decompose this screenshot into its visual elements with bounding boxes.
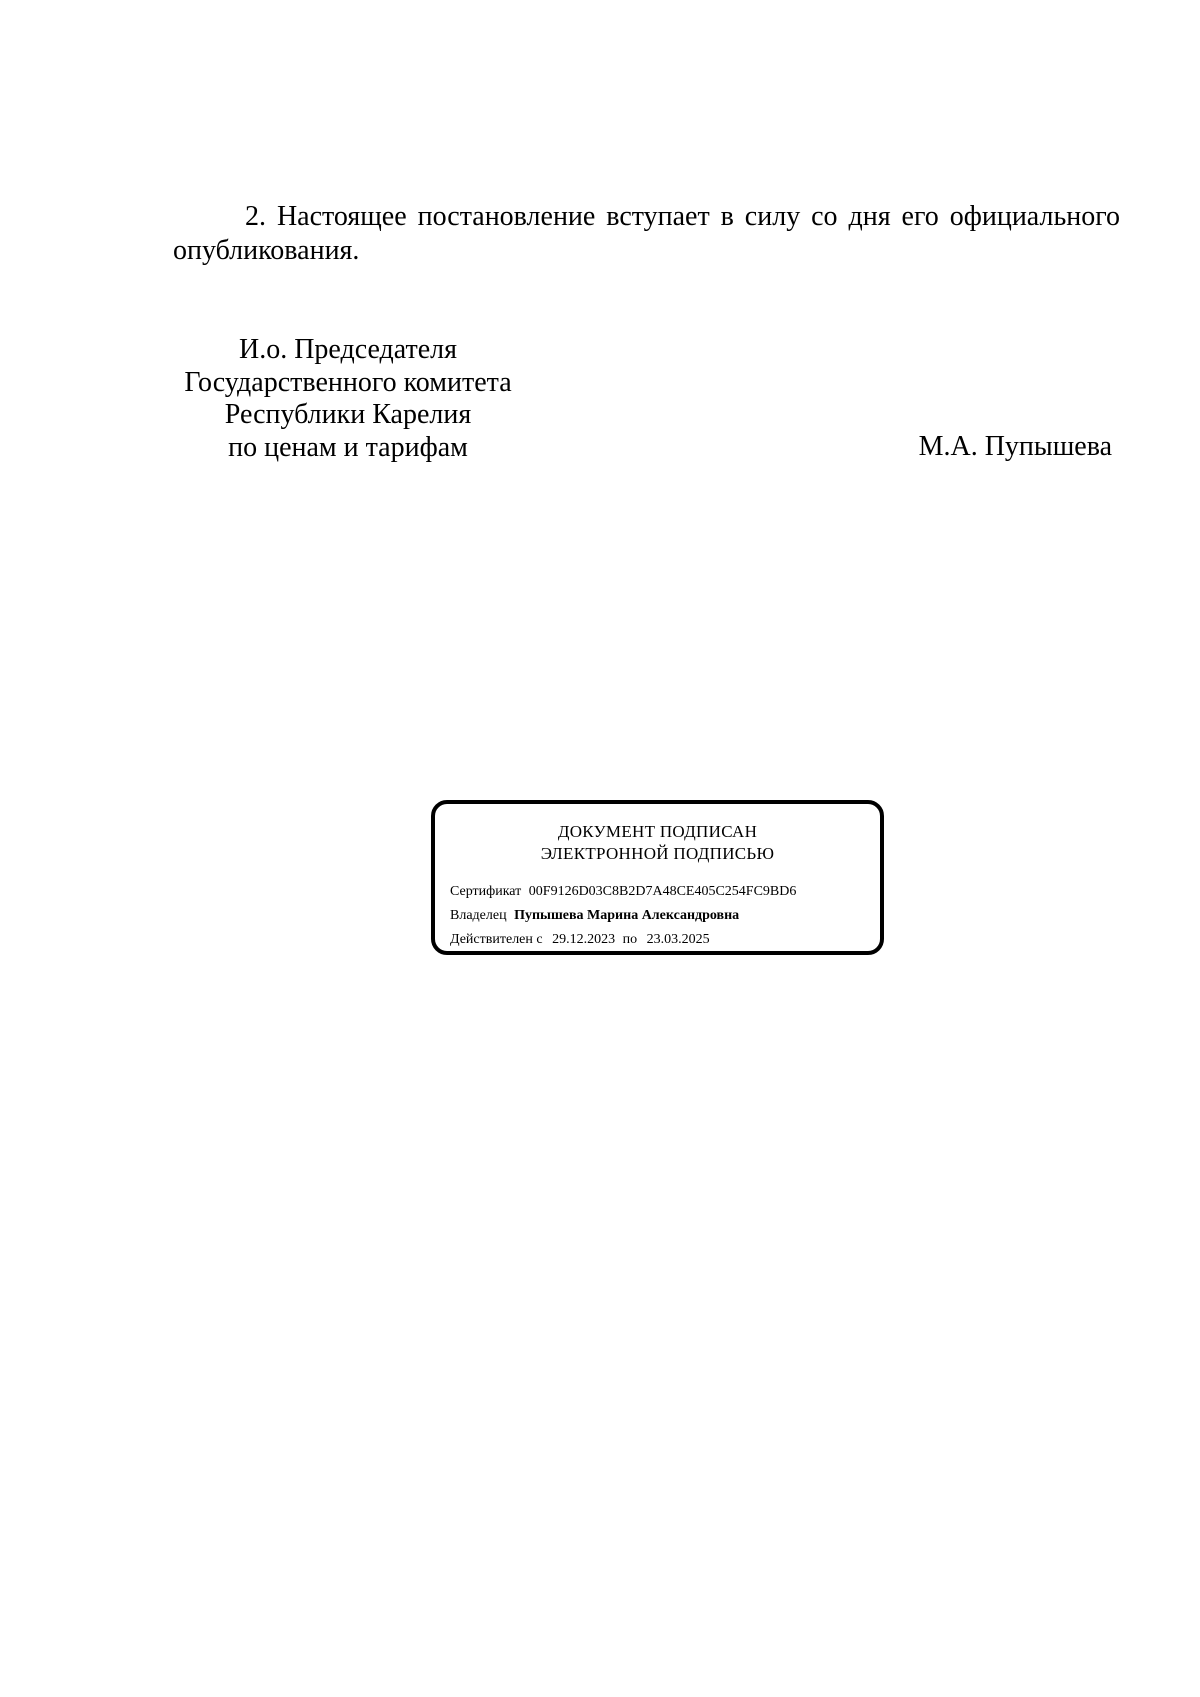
certificate-row xyxy=(450,880,796,904)
valid-to-date: 23.03.2025 xyxy=(646,932,710,947)
owner-value: Пупышева Марина Александровна xyxy=(514,908,740,923)
valid-from-date: 29.12.2023 xyxy=(552,932,616,947)
electronic-signature-stamp xyxy=(431,800,884,955)
valid-label: Действителен с xyxy=(450,932,543,947)
signer-position xyxy=(168,334,528,464)
stamp-heading xyxy=(435,821,880,865)
stamp-heading-line-2: ЭЛЕКТРОННОЙ ПОДПИСЬЮ xyxy=(540,844,775,863)
paragraph-effective-date: 2. Настоящее постановление вступает в силу со дня его официального опубликования. xyxy=(173,201,1120,266)
valid-to-label: по xyxy=(622,932,638,947)
signer-position-line-1: И.о. Председателя xyxy=(238,334,458,365)
certificate-value: 00F9126D03C8B2D7A48CE405C254FC9BD6 xyxy=(528,884,797,899)
signer-position-line-2: Государственного комитета xyxy=(184,366,512,398)
stamp-details xyxy=(450,880,796,952)
owner-label: Владелец xyxy=(450,908,507,923)
validity-row xyxy=(450,928,796,952)
signer-name: М.А. Пупышева xyxy=(918,431,1112,462)
certificate-label: Сертификат xyxy=(450,884,522,899)
signer-position-line-4: по ценам и тарифам xyxy=(228,431,468,463)
owner-row xyxy=(450,904,796,928)
signer-position-line-3: Республики Карелия xyxy=(224,399,472,430)
stamp-heading-line-1: ДОКУМЕНТ ПОДПИСАН xyxy=(557,822,758,841)
